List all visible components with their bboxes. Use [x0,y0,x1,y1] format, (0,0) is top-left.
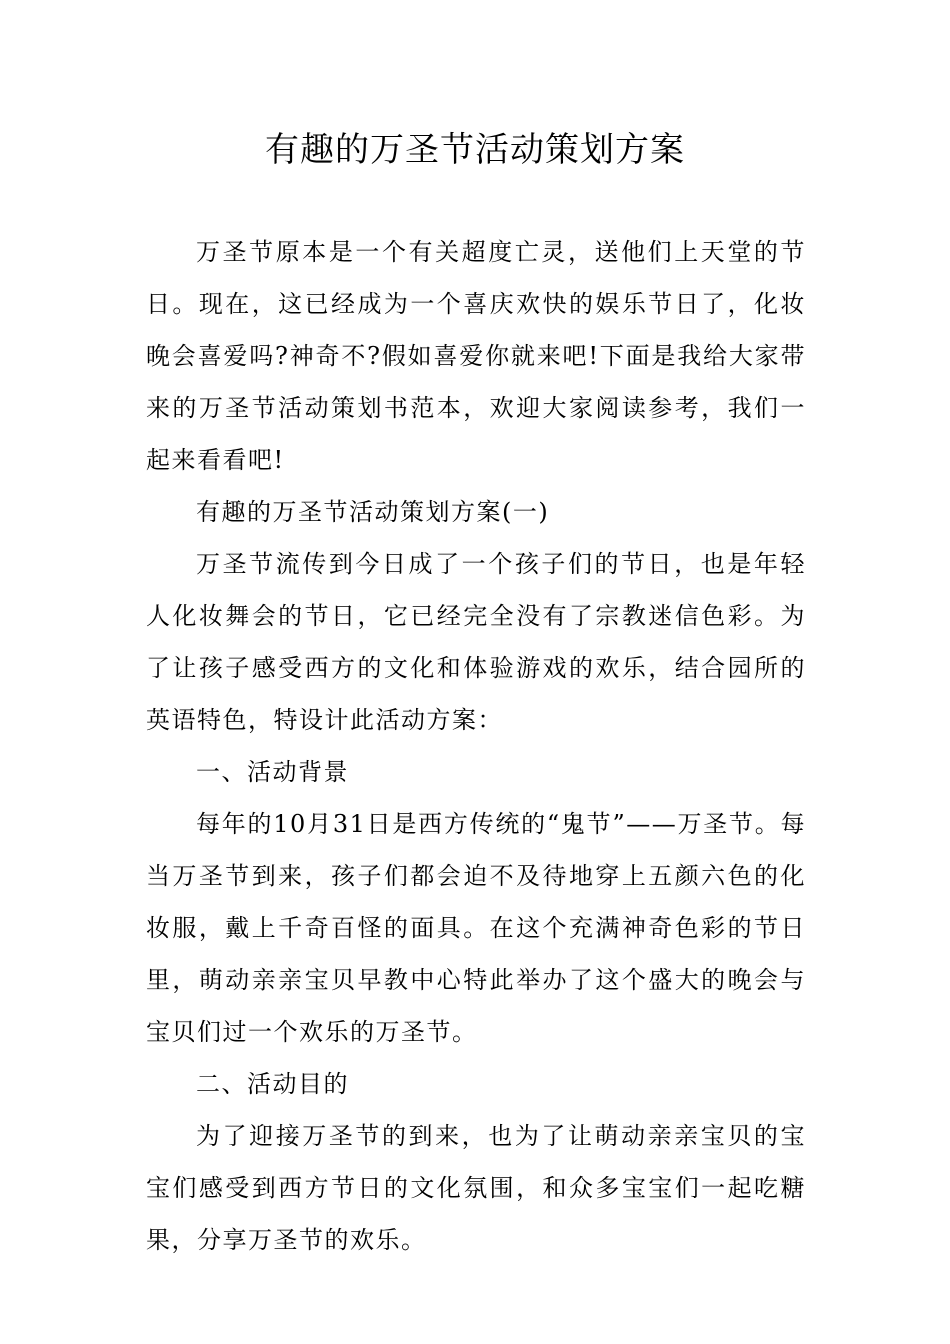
document-body [146,226,806,1266]
intro-paragraph: 万圣节原本是一个有关超度亡灵，送他们上天堂的节日。现在，这已经成为一个喜庆欢快的娱乐节日了，化妆晚会喜爱吗?神奇不?假如喜爱你就来吧!下面是我给大家带来的万圣节活动策划书范本，欢迎大家阅读参考，我们一起来看看吧! [146,238,806,474]
document-title: 有趣的万圣节活动策划方案 [265,130,685,170]
plan-subtitle: 有趣的万圣节活动策划方案(一) [196,498,550,526]
background-paragraph: 每年的10月31日是西方传统的“鬼节”——万圣节。每当万圣节到来，孩子们都会迫不及待地穿上五颜六色的化妆服，戴上千奇百怪的面具。在这个充满神奇色彩的节日里，萌动亲亲宝贝早教中心特此举办了这个盛大的晚会与宝贝们过一个欢乐的万圣节。 [146,810,806,1046]
section-heading-purpose: 二、活动目的 [196,1070,349,1098]
purpose-paragraph: 为了迎接万圣节的到来，也为了让萌动亲亲宝贝的宝宝们感受到西方节日的文化氛围，和众多宝宝们一起吃糖果，分享万圣节的欢乐。 [146,1122,806,1254]
section-heading-background: 一、活动背景 [196,758,349,786]
plan-intro-paragraph: 万圣节流传到今日成了一个孩子们的节日，也是年轻人化妆舞会的节日，它已经完全没有了宗教迷信色彩。为了让孩子感受西方的文化和体验游戏的欢乐，结合园所的英语特色，特设计此活动方案： [146,550,806,734]
